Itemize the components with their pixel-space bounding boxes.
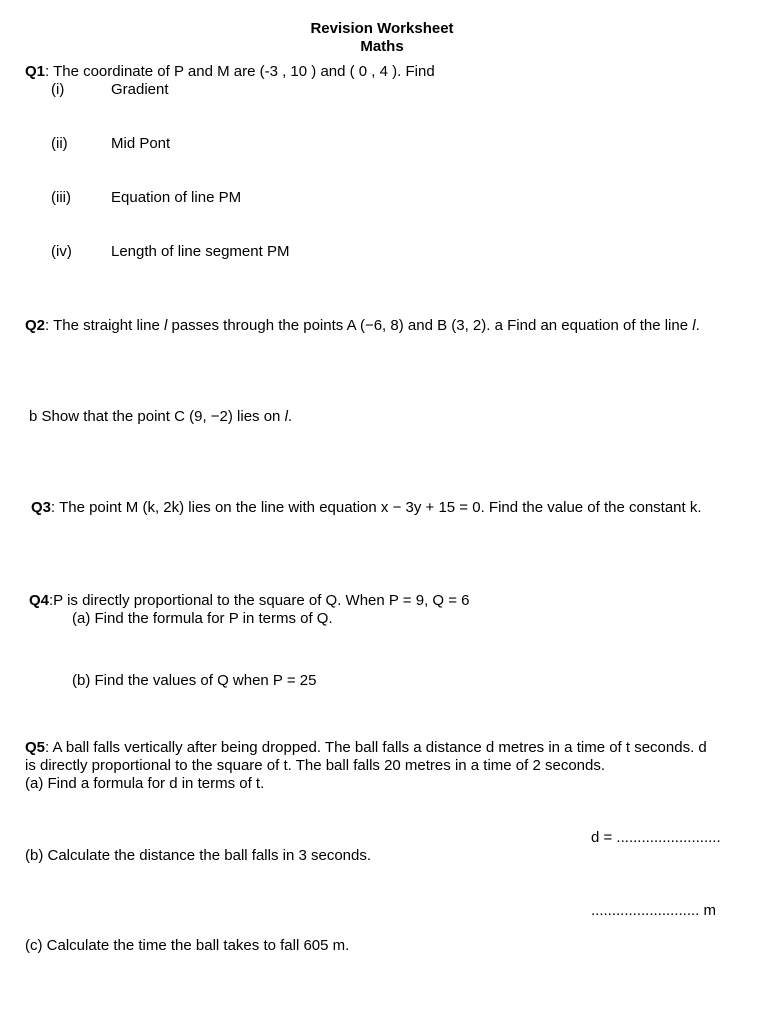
question-5 [25,739,707,757]
question-5-part-b: (b) Calculate the distance the ball falls in 3 seconds. [25,847,372,864]
q1-part-iii-number: (iii) [51,189,71,206]
question-2-text-start: : The straight line [45,317,164,334]
answer-line-b: .......................... m [591,902,717,919]
question-5-label: Q5 [25,739,46,756]
q1-part-ii-text: Mid Pont [111,135,171,152]
q1-part-iv-number: (iv) [51,243,72,260]
question-4-part-a: (a) Find the formula for P in terms of Q. [72,610,333,627]
question-4-text: :P is directly proportional to the square of Q. When P = 9, Q = 6 [49,592,470,609]
q1-part-iii-text: Equation of line PM [111,189,242,206]
question-2-text-rest: passes through the points A (−6, 8) and B (3, 2). a Find an equation of the line [167,317,693,334]
question-1 [25,63,435,81]
question-3-label: Q3 [31,499,52,516]
worksheet-subtitle: Maths [360,38,404,55]
line-name: l [692,317,696,334]
question-3 [31,499,702,517]
question-5-line-1: : A ball falls vertically after being dropped. The ball falls a distance d metres in a time of t seconds. d [45,739,707,756]
question-1-label: Q1 [25,63,46,80]
worksheet-title: Revision Worksheet [310,20,454,37]
question-5-line-2: is directly proportional to the square of t. The ball falls 20 metres in a time of 2 seconds. [25,757,606,774]
line-name: l [163,317,168,334]
question-2 [25,317,700,335]
answer-line-a: d = ......................... [591,829,721,846]
question-2-end: . [695,317,700,334]
q1-part-i-number: (i) [51,81,65,98]
question-2-part-b-text: b Show that the point C (9, −2) lies on [29,408,285,425]
question-5-part-c: (c) Calculate the time the ball takes to fall 605 m. [25,937,350,954]
q1-part-i-text: Gradient [111,81,169,98]
question-2-part-b [29,408,292,426]
question-4-label: Q4 [29,592,50,609]
q1-part-iv-text: Length of line segment PM [111,243,290,260]
question-2-label: Q2 [25,317,46,334]
question-3-text: : The point M (k, 2k) lies on the line with equation x − 3y + 15 = 0. Find the value of the constant k. [51,499,702,516]
question-2-part-b-end: . [287,408,293,425]
line-name: l [284,408,288,425]
question-4 [29,592,470,610]
question-5-part-a: (a) Find a formula for d in terms of t. [25,775,265,792]
q1-part-ii-number: (ii) [51,135,68,152]
question-4-part-b: (b) Find the values of Q when P = 25 [72,672,317,689]
question-1-text: : The coordinate of P and M are (-3 , 10 ) and ( 0 , 4 ). Find [45,63,435,80]
